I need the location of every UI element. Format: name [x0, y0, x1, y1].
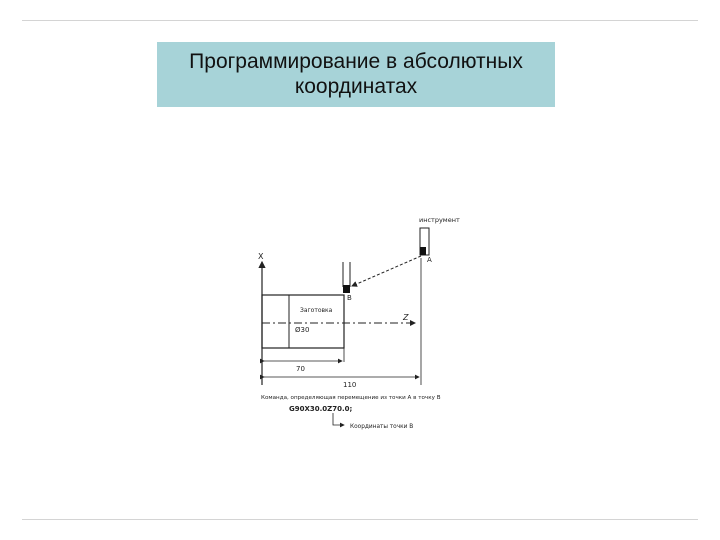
bottom-divider: [22, 519, 698, 520]
point-b-label: B: [347, 294, 352, 302]
dimension-110-label: 110: [343, 381, 357, 389]
tool-a-insert: [420, 247, 426, 255]
coord-b-label: Координаты точки B: [350, 424, 414, 430]
dimension-70-label: 70: [296, 365, 305, 373]
workpiece-label: Заготовка: [300, 307, 333, 314]
slide-title-line-2: координатах: [294, 75, 418, 98]
caption-text: Команда, определяющая перемещение из точки A в точку B: [261, 395, 441, 401]
tool-path-a-to-b: [352, 256, 421, 286]
tool-label: инструмент: [419, 216, 460, 224]
leader-coordinates-b: [333, 413, 344, 425]
slide-title-line-1: Программирование в абсолютных: [189, 50, 523, 73]
z-axis-label: Z: [403, 313, 409, 322]
tool-b-insert: [343, 285, 350, 293]
diameter-label: Ø30: [295, 326, 310, 334]
point-a-label: A: [427, 256, 432, 264]
workpiece-outline: [262, 295, 344, 348]
x-axis-label: X: [258, 252, 264, 261]
command-text: G90X30.0Z70.0;: [289, 405, 353, 413]
